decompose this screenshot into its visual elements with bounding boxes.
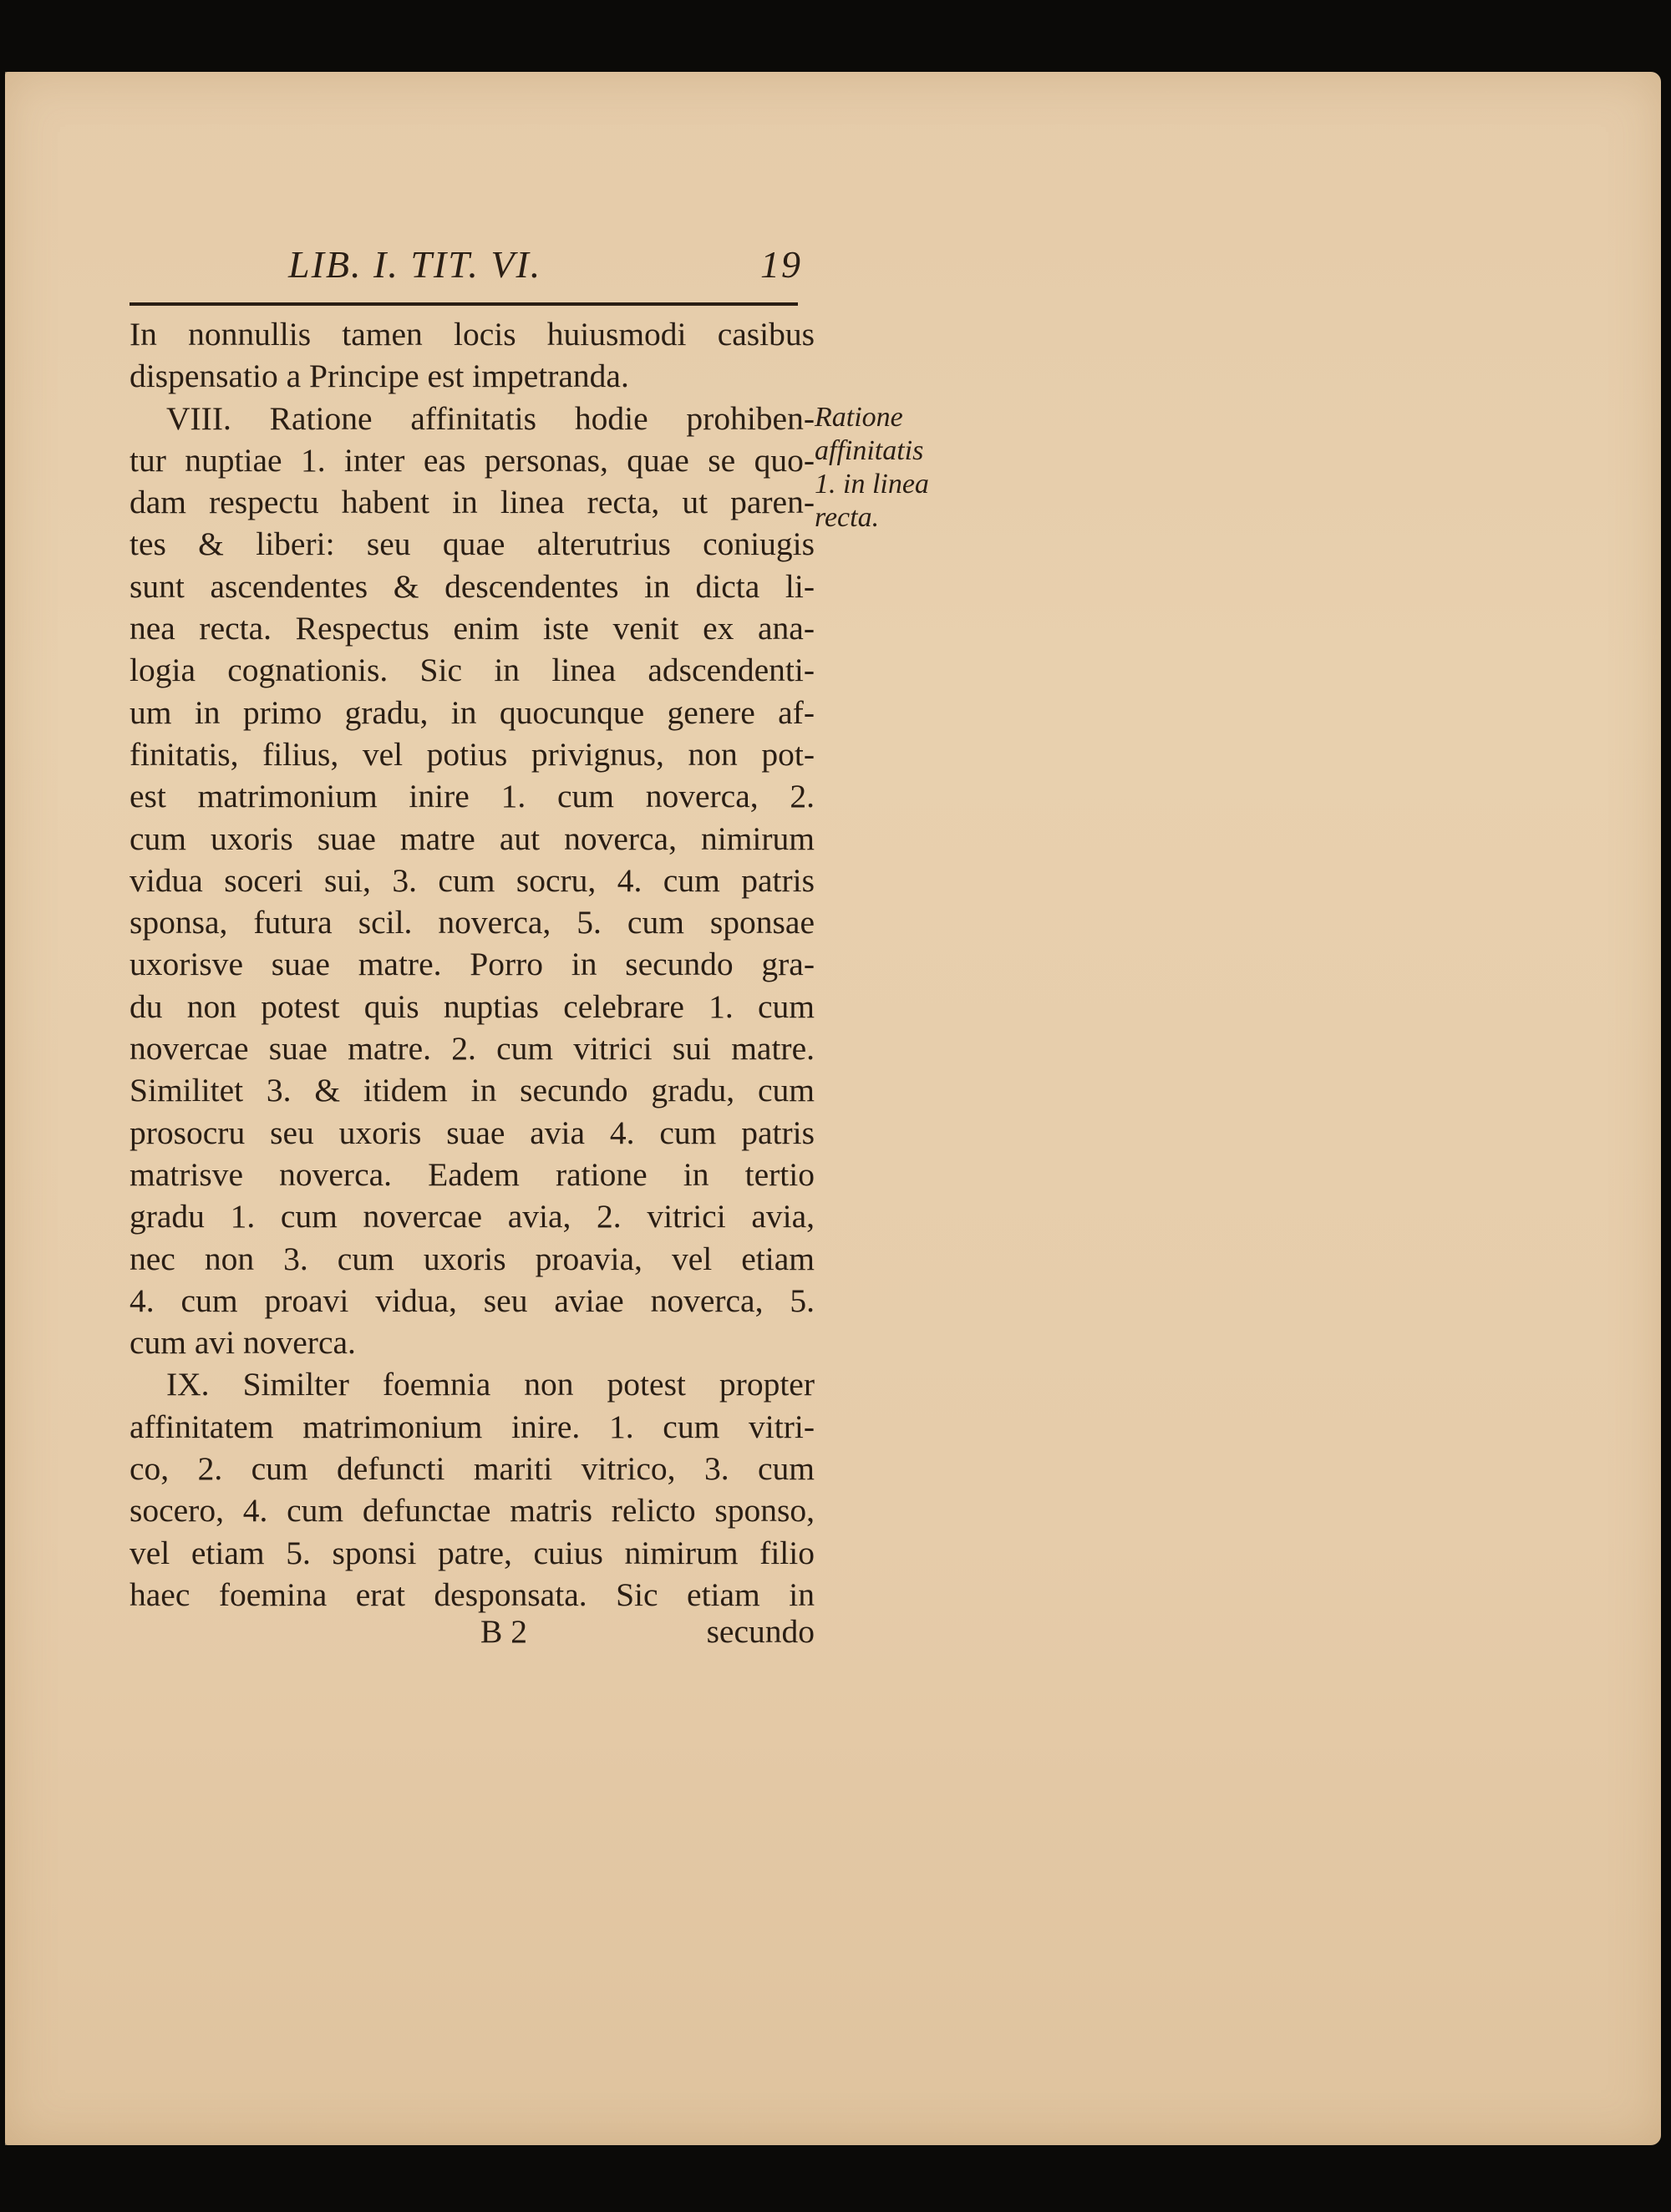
text-line: nec non 3. cum uxoris proavia, vel etiam	[130, 1240, 815, 1277]
margin-note-line: Ratione	[815, 402, 903, 433]
text-line: dam respectu habent in linea recta, ut paren-	[130, 484, 815, 521]
text-line: um in primo gradu, in quocunque genere af-	[130, 693, 815, 731]
text-line: tes & liberi: seu quae alterutrius coniugis	[130, 525, 815, 563]
text-line: du non potest quis nuptias celebrare 1. cum	[130, 987, 815, 1025]
margin-note-line: affinitatis	[815, 435, 924, 466]
page-number: 19	[760, 243, 802, 286]
text-line: cum uxoris suae matre aut noverca, nimirum	[130, 819, 815, 857]
text-line: uxorisve suae matre. Porro in secundo gra-	[130, 946, 815, 983]
text-line: finitatis, filius, vel potius privignus, non pot-	[130, 735, 815, 773]
text-line: cum avi noverca.	[130, 1324, 356, 1362]
text-line: sunt ascendentes & descendentes in dicta li-	[130, 567, 815, 605]
running-title: LIB. I. TIT. VI.	[288, 243, 542, 286]
header-rule	[130, 302, 798, 306]
margin-note-line: recta.	[815, 502, 880, 533]
catchword: secundo	[706, 1613, 815, 1650]
body-text	[130, 313, 815, 1616]
margin-note	[815, 401, 965, 535]
text-line: dispensatio a Principe est impetranda.	[130, 358, 629, 395]
text-line: nea recta. Respectus enim iste venit ex ana-	[130, 610, 815, 647]
text-line: gradu 1. cum novercae avia, 2. vitrici avia,	[130, 1198, 815, 1235]
paragraph-start-line: IX. Similter foemnia non potest propter	[166, 1366, 815, 1403]
text-line: Similitet 3. & itidem in secundo gradu, cum	[130, 1072, 815, 1109]
text-line: sponsa, futura scil. noverca, 5. cum sponsae	[130, 904, 815, 941]
text-line: logia cognationis. Sic in linea adscendenti-	[130, 652, 815, 689]
paragraph-start-line: VIII. Ratione affinitatis hodie prohiben-	[166, 399, 815, 437]
text-line: vidua soceri sui, 3. cum socru, 4. cum patris	[130, 861, 815, 899]
text-line: affinitatem matrimonium inire. 1. cum vitri-	[130, 1408, 815, 1445]
text-line: matrisve noverca. Eadem ratione in tertio	[130, 1155, 815, 1193]
text-line: vel etiam 5. sponsi patre, cuius nimirum filio	[130, 1534, 815, 1571]
page-footer	[130, 1612, 815, 1654]
text-line: prosocru seu uxoris suae avia 4. cum patris	[130, 1114, 815, 1151]
margin-note-line: 1. in linea	[815, 469, 929, 500]
text-line: novercae suae matre. 2. cum vitrici sui matre.	[130, 1030, 815, 1068]
text-line: In nonnullis tamen locis huiusmodi casibus	[130, 316, 815, 353]
text-line: est matrimonium inire 1. cum noverca, 2.	[130, 778, 815, 815]
page-header	[130, 242, 810, 301]
text-line: tur nuptiae 1. inter eas personas, quae se quo-	[130, 441, 815, 479]
text-line: haec foemina erat desponsata. Sic etiam in	[130, 1575, 815, 1613]
text-line: co, 2. cum defuncti mariti vitrico, 3. cum	[130, 1450, 815, 1488]
signature-mark: B 2	[480, 1613, 527, 1650]
text-line: socero, 4. cum defunctae matris relicto sponso,	[130, 1492, 815, 1530]
text-line: 4. cum proavi vidua, seu aviae noverca, 5.	[130, 1281, 815, 1319]
